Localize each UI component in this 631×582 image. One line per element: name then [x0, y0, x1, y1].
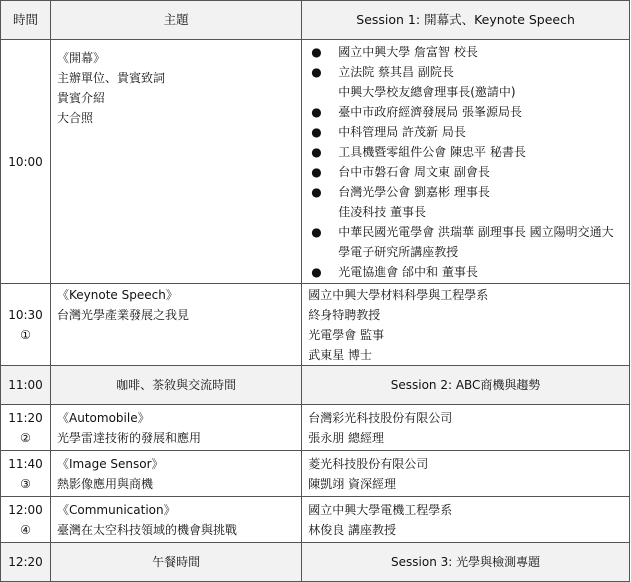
session-2-title: Session 2: ABC商機與趨勢: [302, 366, 630, 405]
talk-topic-title: 《Automobile》: [57, 410, 150, 425]
talk-number: ④: [20, 522, 31, 537]
talk-speaker-name: 林俊良 講座教授: [308, 522, 397, 537]
keynote-speaker-line: 國立中興大學材料科學與工程學系: [308, 287, 489, 302]
break-topic: 咖啡、茶敘與交流時間: [51, 366, 302, 405]
talk-topic-title: 《Image Sensor》: [57, 456, 164, 471]
speaker-item: [308, 62, 623, 82]
keynote-topic-title: 《Keynote Speech》: [57, 288, 178, 302]
speaker-item-continued: [308, 202, 623, 222]
speaker-text: 工具機暨零組件公會 陳忠平 秘書長: [338, 144, 526, 159]
talk-row: [1, 405, 630, 451]
header-session-1: Session 1: 開幕式、Keynote Speech: [302, 1, 630, 40]
talk-speaker-cell: [302, 405, 630, 451]
bullet-icon: ●: [311, 144, 322, 159]
opening-topic-cell: [51, 40, 302, 284]
opening-topic-line: 主辦單位、貴賓致詞: [57, 71, 166, 85]
bullet-icon: ●: [311, 64, 322, 79]
speaker-item: [308, 122, 623, 142]
speaker-item: [308, 162, 623, 182]
opening-time: 10:00: [1, 40, 51, 284]
opening-topic-title: 《開幕》: [57, 51, 106, 65]
speaker-text: 中興大學校友總會理事長(邀請中): [338, 84, 516, 99]
keynote-topic-cell: [51, 284, 302, 366]
bullet-icon: ●: [311, 184, 322, 199]
talk-topic-cell: [51, 451, 302, 497]
talk-topic-title: 《Communication》: [57, 502, 176, 517]
talk-row: [1, 497, 630, 543]
speaker-text: 光電協進會 邰中和 董事長: [338, 264, 478, 279]
speaker-text: 臺中市政府經濟發展局 張峯源局長: [338, 104, 523, 119]
talk-topic-subtitle: 臺灣在太空科技領域的機會與挑戰: [57, 522, 238, 537]
header-time: 時間: [1, 1, 51, 40]
talk-time-cell: [1, 497, 51, 543]
speaker-item: [308, 262, 623, 282]
break-time: 11:00: [1, 366, 51, 405]
opening-row: [1, 40, 630, 284]
lunch-time: 12:20: [1, 543, 51, 582]
talk-number: ③: [20, 476, 31, 491]
speaker-item: [308, 182, 623, 202]
lunch-topic: 午餐時間: [51, 543, 302, 582]
header-row: [1, 1, 630, 40]
talk-time: 11:40: [8, 456, 43, 471]
speaker-item: [308, 142, 623, 162]
speaker-item-continued: [308, 82, 623, 102]
keynote-speaker-cell: [302, 284, 630, 366]
opening-topic-line: 大合照: [57, 111, 94, 125]
bullet-icon: ●: [311, 164, 322, 179]
speaker-item: [308, 42, 623, 62]
talk-number: ②: [20, 430, 31, 445]
keynote-topic-subtitle: 台灣光學產業發展之我見: [57, 308, 190, 322]
talk-time-cell: [1, 405, 51, 451]
keynote-row: [1, 284, 630, 366]
keynote-number: ①: [20, 327, 31, 342]
break-row: [1, 366, 630, 405]
opening-speakers-cell: [302, 40, 630, 284]
talk-topic-subtitle: 光學雷達技術的發展和應用: [57, 430, 202, 445]
talk-speaker-org: 國立中興大學電機工程學系: [308, 502, 453, 517]
bullet-icon: ●: [311, 124, 322, 139]
speaker-text: 國立中興大學 詹富智 校長: [338, 44, 478, 59]
keynote-speaker-line: 光電學會 監事: [308, 327, 385, 342]
session-3-title: Session 3: 光學與檢測專題: [302, 543, 630, 582]
bullet-icon: ●: [311, 104, 322, 119]
talk-topic-cell: [51, 405, 302, 451]
bullet-icon: ●: [311, 44, 322, 59]
keynote-time: 10:30: [8, 307, 43, 322]
speaker-item: [308, 102, 623, 122]
talk-speaker-name: 陳凱翊 資深經理: [308, 476, 397, 491]
talk-time: 12:00: [8, 502, 43, 517]
lunch-row: [1, 543, 630, 582]
talk-speaker-org: 台灣彩光科技股份有限公司: [308, 410, 453, 425]
talk-time-cell: [1, 451, 51, 497]
speaker-item: [308, 222, 623, 262]
talk-speaker-cell: [302, 497, 630, 543]
talk-topic-cell: [51, 497, 302, 543]
talk-speaker-cell: [302, 451, 630, 497]
speaker-text: 台灣光學公會 劉嘉彬 理事長: [338, 184, 490, 199]
speaker-text: 中科管理局 許茂新 局長: [338, 124, 466, 139]
bullet-icon: ●: [311, 224, 322, 239]
opening-topic-line: 貴賓介紹: [57, 91, 106, 105]
speaker-text: 中華民國光電學會 洪瑞華 副理事長 國立陽明交通大學電子研究所講座教授: [338, 224, 614, 259]
opening-speaker-list: [308, 42, 623, 282]
talk-speaker-org: 菱光科技股份有限公司: [308, 456, 429, 471]
speaker-text: 立法院 蔡其昌 副院長: [338, 64, 454, 79]
speaker-text: 台中市磐石會 周文東 副會長: [338, 164, 490, 179]
keynote-time-cell: [1, 284, 51, 366]
keynote-speaker-line: 終身特聘教授: [308, 307, 381, 322]
bullet-icon: ●: [311, 264, 322, 279]
talk-topic-subtitle: 熱影像應用與商機: [57, 476, 154, 491]
keynote-speaker-line: 武東星 博士: [308, 347, 373, 362]
header-topic: 主題: [51, 1, 302, 40]
speaker-text: 佳凌科技 董事長: [338, 204, 427, 219]
talk-row: [1, 451, 630, 497]
talk-speaker-name: 張永朋 總經理: [308, 430, 385, 445]
talk-time: 11:20: [8, 410, 43, 425]
